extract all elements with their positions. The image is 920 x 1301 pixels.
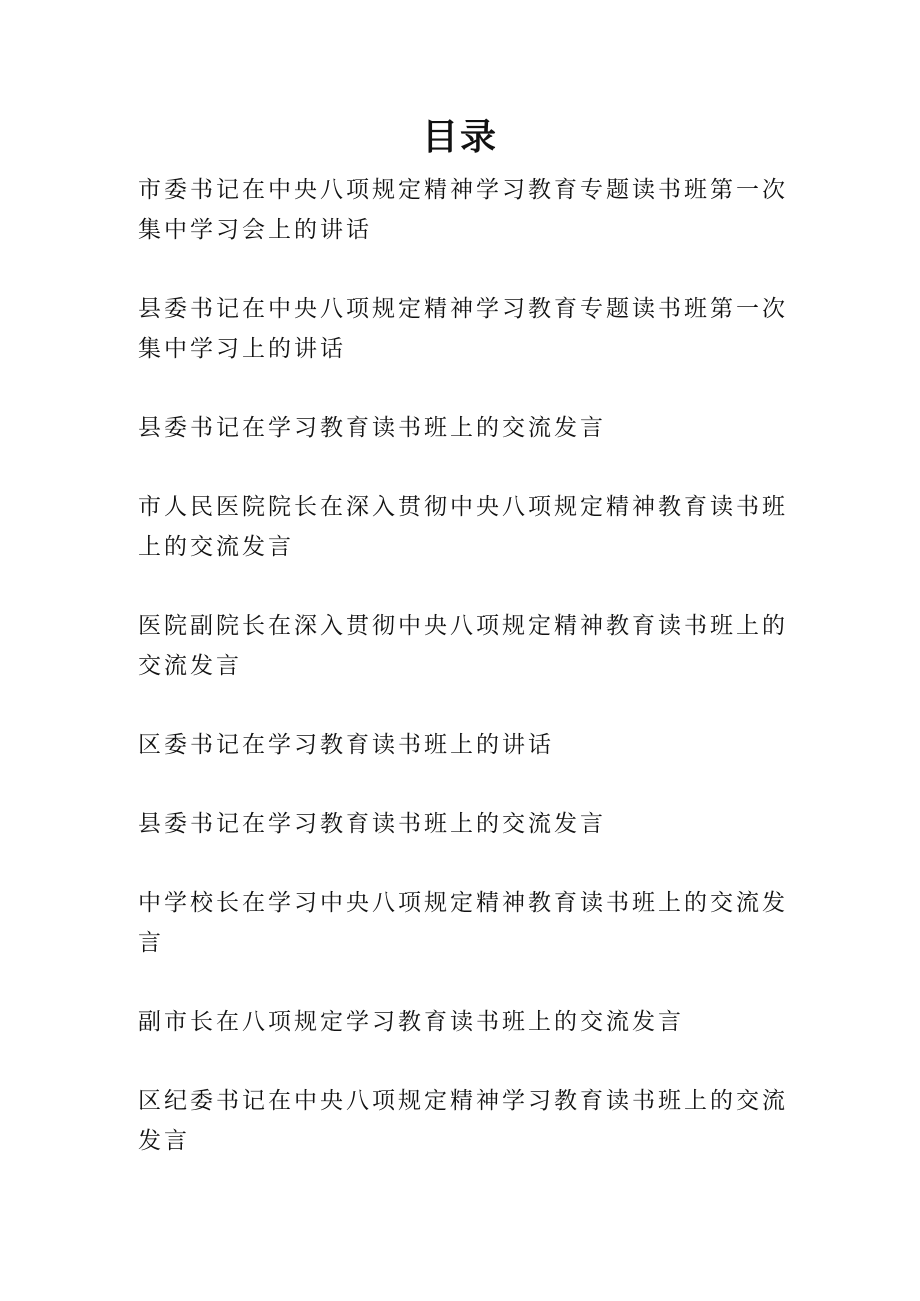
toc-entry: 市委书记在中央八项规定精神学习教育专题读书班第一次集中学习会上的讲话 <box>138 177 788 243</box>
toc-entry: 县委书记在学习教育读书班上的交流发言 <box>138 415 606 441</box>
toc-entry: 区委书记在学习教育读书班上的讲话 <box>138 732 554 758</box>
toc-entry: 县委书记在中央八项规定精神学习教育专题读书班第一次集中学习上的讲话 <box>138 296 788 362</box>
toc-entry: 中学校长在学习中央八项规定精神教育读书班上的交流发言 <box>138 890 788 956</box>
toc-entry: 市人民医院院长在深入贯彻中央八项规定精神教育读书班上的交流发言 <box>138 494 788 560</box>
toc-list <box>138 170 798 1200</box>
toc-entry: 县委书记在学习教育读书班上的交流发言 <box>138 811 606 837</box>
toc-entry: 副市长在八项规定学习教育读书班上的交流发言 <box>138 1009 684 1035</box>
toc-entry: 区纪委书记在中央八项规定精神学习教育读书班上的交流发言 <box>138 1088 788 1154</box>
toc-entry: 医院副院长在深入贯彻中央八项规定精神教育读书班上的交流发言 <box>138 613 788 679</box>
toc-title: 目录 <box>421 117 498 158</box>
